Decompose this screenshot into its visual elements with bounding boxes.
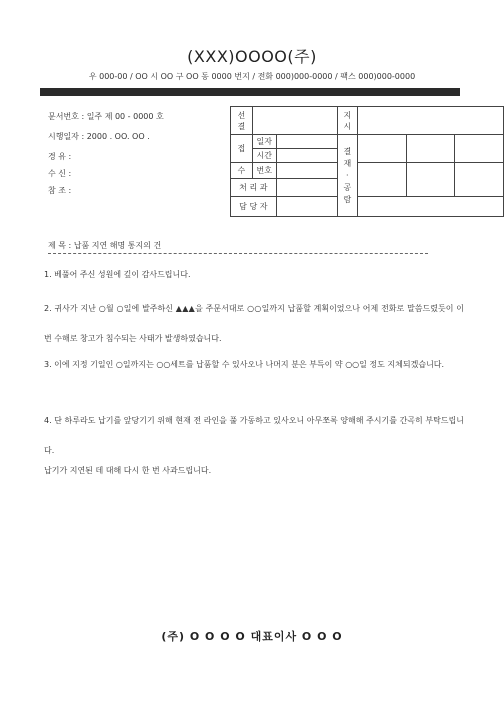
beonho-cell: 번호: [252, 163, 276, 179]
paragraph-2: 2. 귀사가 지난 ○월 ○일에 발주하신 ▲▲▲을 주문서대로 ○○일까지 납품할 계획이었으나 어제 전화로 말씀드렸듯이 이번 수해로 창고가 침수되는 사태가 발생하였습니다.: [44, 304, 464, 343]
subject-divider: [48, 253, 428, 254]
damdangja-cell: 담 당 자: [231, 197, 277, 217]
issue-date: 시행일자 : 2000 . OO. OO .: [48, 132, 150, 141]
header-divider: [40, 88, 460, 96]
approval-box: [230, 106, 504, 217]
su-cell: 수: [231, 163, 253, 179]
paragraph-4: 4. 단 하루라도 납기를 앞당기기 위해 현재 전 라인을 풀 가동하고 있사오니 아무쪼록 양해해 주시기를 간곡히 부탁드립니다.: [44, 416, 464, 455]
recipient-field: 수 신 :: [48, 169, 72, 178]
reference-field: 참 조 :: [48, 186, 72, 195]
doc-number: 문서번호 : 일주 제 00 - 0000 호: [48, 112, 164, 121]
paragraph-5: 납기가 지연된 데 대해 다시 한 번 사과드립니다.: [44, 466, 212, 475]
via-field: 경 유 :: [48, 152, 72, 161]
company-address: 우 000-00 / OO 시 OO 구 OO 동 0000 번지 / 전화 000)000-0000 / 팩스 000)000-0000: [88, 72, 416, 81]
signature-line: (주) O O O O 대표이사 O O O: [161, 630, 343, 643]
ilja-cell: 일자: [252, 135, 276, 149]
sigan-cell: 시간: [252, 149, 276, 163]
jeop-cell: 접: [231, 135, 253, 163]
approval-label-cell: 결 재 · 공 람: [337, 135, 357, 217]
subject-line: 제 목 : 납품 지연 해명 통지의 건: [48, 241, 162, 250]
cheorigwa-cell: 처 리 과: [231, 179, 277, 197]
seongyeol-cell: 선 결: [231, 107, 253, 135]
company-title: (XXX)OOOO(주): [187, 47, 317, 66]
jisi-cell: 지 시: [337, 107, 357, 135]
paragraph-3: 3. 이에 지정 기일인 ○일까지는 ○○세트를 납품할 수 있사오나 나머지 분은 부득이 약 ○○일 정도 지체되겠습니다.: [44, 360, 445, 369]
paragraph-1: 1. 베풀어 주신 성원에 깊이 감사드립니다.: [44, 270, 191, 279]
